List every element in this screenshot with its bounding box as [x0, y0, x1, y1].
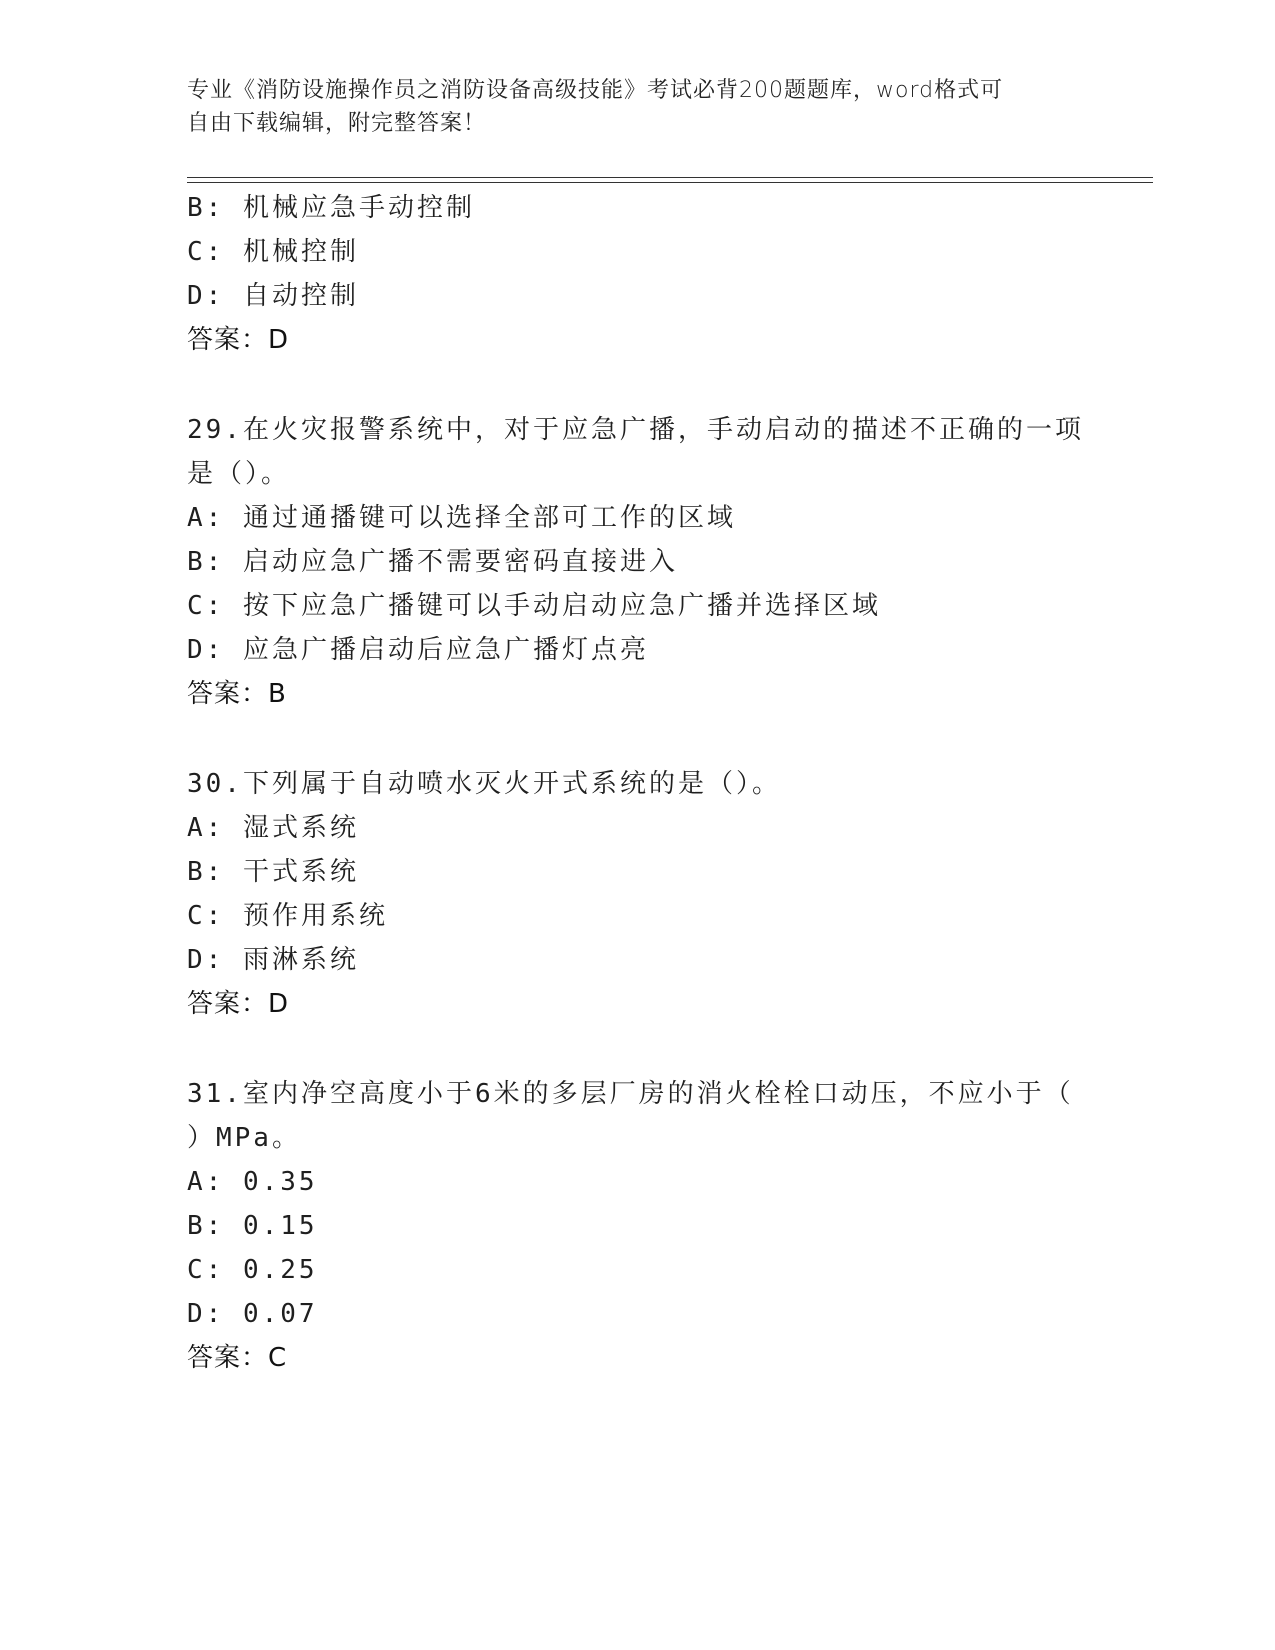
- q30-option-c: C: 预作用系统: [187, 901, 388, 931]
- q28-answer: 答案：D: [187, 325, 290, 355]
- q31-option-d: D: 0.07: [187, 1299, 318, 1329]
- q28-option-d: D: 自动控制: [187, 281, 359, 311]
- q31-option-b: B: 0.15: [187, 1211, 318, 1241]
- q31-option-c: C: 0.25: [187, 1255, 318, 1285]
- q30-option-b: B: 干式系统: [187, 857, 359, 887]
- header-divider-bottom: [187, 182, 1153, 183]
- header-line-2: 自由下载编辑，附完整答案！: [187, 111, 487, 136]
- q30-option-d: D: 雨淋系统: [187, 945, 359, 975]
- document-header: [187, 74, 1067, 140]
- q31-stem-line-1: 31.室内净空高度小于6米的多层厂房的消火栓栓口动压，不应小于（: [187, 1079, 1074, 1109]
- q29-option-a: A: 通过通播键可以选择全部可工作的区域: [187, 503, 736, 533]
- header-divider-top: [187, 177, 1153, 178]
- q29-stem-line-1: 29.在火灾报警系统中，对于应急广播，手动启动的描述不正确的一项: [187, 415, 1084, 445]
- q31-answer: 答案：C: [187, 1343, 288, 1373]
- q29-option-d: D: 应急广播启动后应急广播灯点亮: [187, 635, 649, 665]
- q28-option-c: C: 机械控制: [187, 237, 359, 267]
- q28-option-b: B: 机械应急手动控制: [187, 193, 475, 223]
- q29-answer: 答案：B: [187, 679, 287, 709]
- q30-stem-line-1: 30.下列属于自动喷水灭火开式系统的是（）。: [187, 769, 781, 799]
- q29-option-b: B: 启动应急广播不需要密码直接进入: [187, 547, 678, 577]
- q29-stem-line-2: 是（）。: [187, 459, 291, 489]
- q31-option-a: A: 0.35: [187, 1167, 318, 1197]
- q30-answer: 答案：D: [187, 989, 290, 1019]
- q30-option-a: A: 湿式系统: [187, 813, 359, 843]
- header-line-1: 专业《消防设施操作员之消防设备高级技能》考试必背200题题库，word格式可: [187, 78, 1004, 103]
- q31-stem-line-2: ）MPa。: [187, 1123, 301, 1153]
- q29-option-c: C: 按下应急广播键可以手动启动应急广播并选择区域: [187, 591, 881, 621]
